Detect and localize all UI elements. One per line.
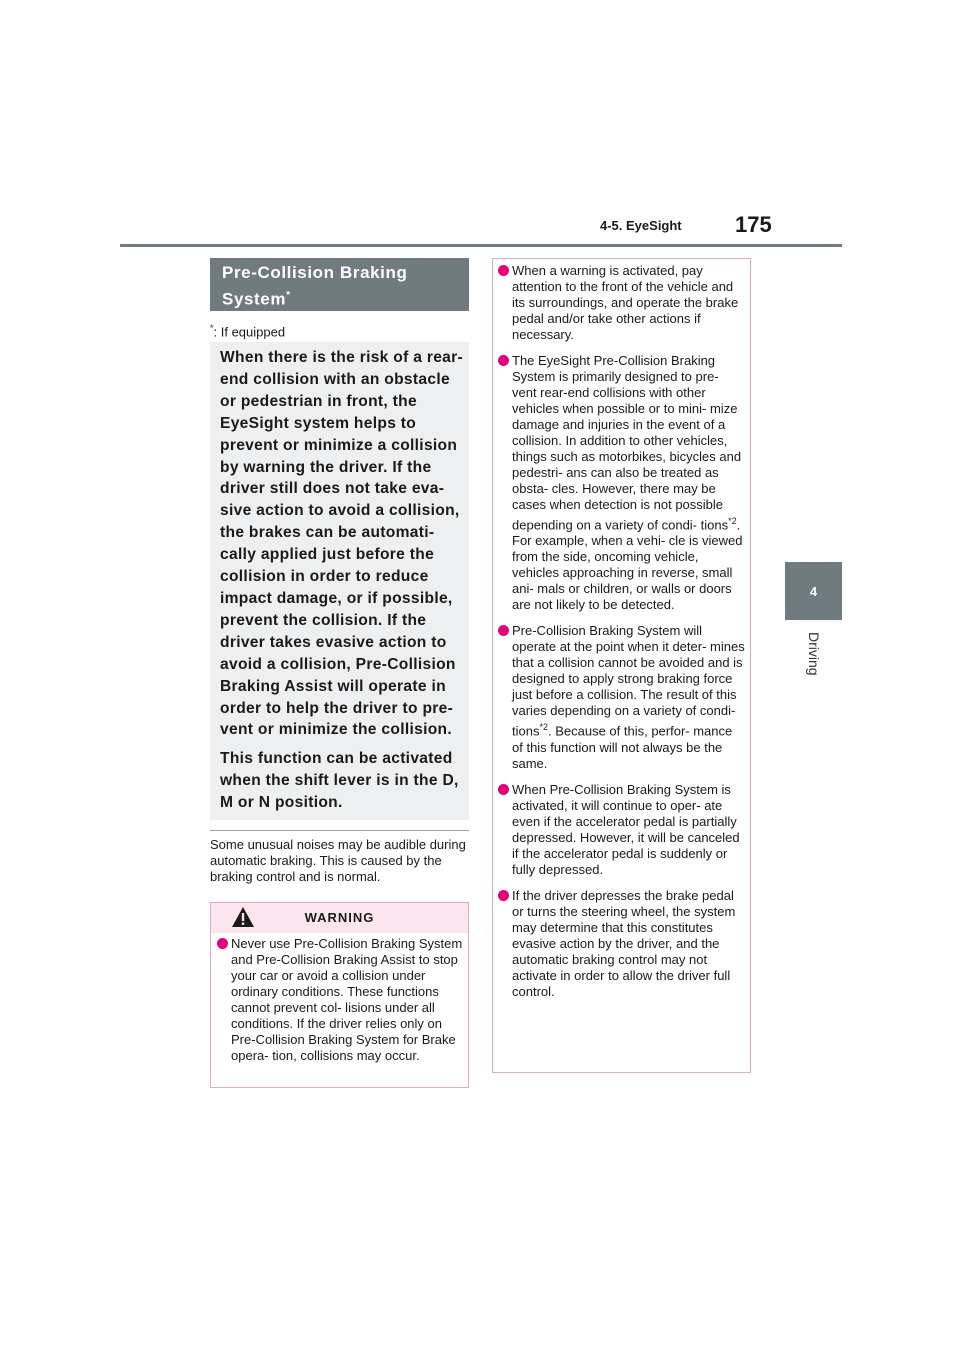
info-box [492,258,751,1073]
bullet-icon [498,625,509,636]
bullet-icon [498,784,509,795]
footnote-mark: * [210,323,214,333]
info-item-text: When Pre-Collision Braking System is activated, it will continue to oper- ate even if the accelerator pedal is partially depressed. However, it will be canceled if the accelerator pedal is suddenly or fully depressed. [512,781,740,877]
warning-box [210,902,469,1088]
bullet-icon [498,355,509,366]
bullet-icon [498,265,509,276]
warning-item [217,936,467,1064]
chapter-number: 4 [809,584,818,599]
warning-title: WARNING [304,910,375,925]
info-list [498,263,746,1000]
info-item [498,888,746,1000]
footnote-ref: *2 [728,516,737,526]
section-title-line1: Pre-Collision Braking [222,263,408,282]
info-item-text: When a warning is activated, pay attention to the front of the vehicle and its surroundings, and operate the brake pedal and/or take other actions if necessary. [512,263,739,342]
footnote [210,323,285,339]
footnote-text: : If equipped [213,324,286,340]
chapter-label: Driving [806,632,822,676]
page-number: 175 [735,212,772,237]
warning-body [217,936,467,1064]
info-item [498,263,746,343]
section-title-line2: System [222,289,287,309]
info-item-text: Pre-Collision Braking System will operate at the point when it deter- mines that a collision cannot be avoided and is designed to apply strong braking force just before a collision. The result of this varies depending on a variety of condi- tions [512,623,745,739]
info-item-text-cont: . For example, when a vehi- cle is viewed from the side, oncoming vehicle, vehicles approaching in reverse, small ani- mals or children, or walls or doors are not likely to be detected. [512,517,743,613]
warning-item-text: Never use Pre-Collision Braking System and Pre-Collision Braking Assist to stop your car or avoid a collision under ordinary conditions. These functions cannot prevent col- lisions under all conditions. If the driver relies only on Pre-Collision Braking System for Brake opera- tion, collisions may occur. [231,936,463,1063]
warning-triangle-icon [231,906,255,928]
body-note: Some unusual noises may be audible during automatic braking. This is caused by the braking control and is normal. [210,837,466,884]
bullet-icon [217,938,228,949]
intro-text [220,347,468,814]
info-item-text-cont: . Because of this, perfor- mance of this function will not always be the same. [512,723,733,771]
warning-header [211,903,468,933]
info-item [498,623,746,771]
intro-paragraph: When there is the risk of a rear-end collision with an obstacle or pedestrian in front, the EyeSight system helps to prevent or minimize a collision by warning the driver. If the driver still does not take eva- sive action to avoid a collision, the brakes can be automati- cally applied just before the collision in order to reduce impact damage, or if possible, prevent the collision. If the driver takes evasive action to avoid a collision, Pre-Collision Braking Assist will operate in order to help the driver to pre- vent or minimize the collision. [220,349,464,739]
section-title-asterisk: * [286,290,291,301]
separator [210,830,469,831]
section-title [222,261,407,311]
bullet-icon [498,890,509,901]
section-title-box [210,258,469,311]
header-rule [120,244,842,247]
intro-box [210,342,469,820]
info-item-text: The EyeSight Pre-Collision Braking System is primarily designed to pre- vent rear-end collisions with other vehicles when possible or to mini- mize damage and injuries in the event of a collision. In addition to other vehicles, things such as motorbikes, bicycles and pedestri- ans can also be treated as obsta- cles. However, there may be cases when detection is not possible depending on a variety of condi- tions [512,353,742,533]
chapter-tab [785,562,842,620]
intro-paragraph: This function can be activated when the shift lever is in the D, M or N position. [220,750,459,812]
info-item-text: If the driver depresses the brake pedal or turns the steering wheel, the system may determine that this constitutes evasive action by the driver, and the automatic braking control may not activate in order to allow the driver full control. [512,887,736,999]
info-item [498,353,746,613]
section-header: 4-5. EyeSight [600,218,682,233]
info-item [498,782,746,878]
footnote-ref: *2 [539,722,548,733]
